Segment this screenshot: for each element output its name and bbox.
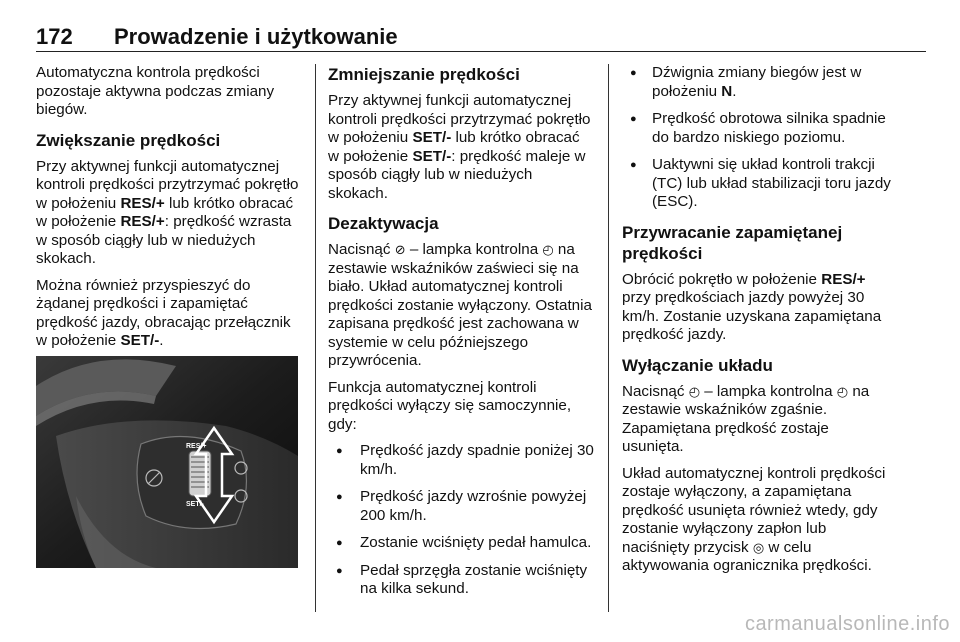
list-item: ● Uaktywni się układ kontroli trakcji (TC) lub układ stabilizacji toru jazdy (ESC). <box>622 156 892 212</box>
list-item: ● Zostanie wciśnięty pedał hamulca. <box>328 534 594 553</box>
paragraph: Przy aktywnej funkcji automatycznej kontroli prędkości przytrzymać pokrętło w położeniu SET/- lub krótko obracać w położenie SET/-: prędkość maleje w sposób ciągły lub w niedużych skokach. <box>328 92 591 202</box>
list-item: ● Dźwignia zmiany biegów jest w położeniu N. <box>622 64 892 101</box>
paragraph: Funkcja automatycznej kontroli prędkości wyłączy się samoczynnie, gdy: <box>328 378 572 433</box>
column-divider <box>315 64 316 612</box>
res-label: RES/+ <box>186 443 207 450</box>
column-3 <box>622 64 892 584</box>
list-item: ● Prędkość jazdy wzrośnie powyżej 200 km/h. <box>328 488 594 525</box>
paragraph: Nacisnąć ◴ – lampka kontrolna ◴ na zestawie wskaźników zgaśnie. Zapamiętana prędkość zostaje usunięta. <box>622 382 870 455</box>
cruise-control-icon: ◴ <box>542 242 554 257</box>
paragraph: Automatyczna kontrola prędkości pozostaje aktywna podczas zmiany biegów. <box>36 64 275 118</box>
column-2 <box>328 64 594 608</box>
cruise-cancel-icon: ⊘ <box>394 242 406 257</box>
list-item: ● Prędkość jazdy spadnie poniżej 30 km/h. <box>328 442 594 479</box>
page-number: 172 <box>36 24 73 49</box>
page-header <box>36 22 926 52</box>
paragraph: Nacisnąć ⊘ – lampka kontrolna ◴ na zestawie wskaźników zaświeci się na biało. Układ automatycznej kontroli prędkości zostanie wyłączony. Ostatnia zapisana prędkość jest zachowana w systemie w celu późniejszego przywrócenia. <box>328 241 592 369</box>
section-heading: Dezaktywacja <box>328 214 439 233</box>
cruise-control-icon: ◴ <box>688 383 701 399</box>
section-heading: Przywracanie zapamiętanej prędkości <box>622 222 843 263</box>
list-item: ● Pedał sprzęgła zostanie wciśnięty na kilka sekund. <box>328 562 594 599</box>
speed-limiter-icon: ◎ <box>752 539 765 555</box>
cruise-control-icon: ◴ <box>836 383 849 399</box>
page-title: Prowadzenie i użytkowanie <box>114 24 398 49</box>
column-1 <box>36 64 302 359</box>
paragraph: Układ automatycznej kontroli prędkości zostaje wyłączony, a zapamiętana prędkość usunięta również wtedy, gdy zostanie wyłączony zapłon lub naciśnięty przycisk ◎ w celu aktywowania ogranicznika prędkości. <box>622 464 886 574</box>
paragraph: Można również przyspieszyć do żądanej prędkości i zapamiętać prędkość jazdy, obracając przełącznik w położenie SET/-. <box>36 276 291 349</box>
column-divider <box>608 64 609 612</box>
section-heading: Wyłączanie układu <box>622 355 773 375</box>
watermark: carmanualsonline.info <box>744 613 950 635</box>
list-item: ● Prędkość obrotowa silnika spadnie do bardzo niskiego poziomu. <box>622 110 892 147</box>
steering-wheel-figure <box>36 356 298 568</box>
bullet-list <box>622 64 892 212</box>
paragraph: Obrócić pokrętło w położenie RES/+ przy prędkościach jazdy powyżej 30 km/h. Zostanie uzyskana zapamiętana prędkość jazdy. <box>622 270 882 343</box>
steering-wheel-illustration <box>36 356 298 568</box>
bullet-list <box>328 442 594 599</box>
paragraph: Przy aktywnej funkcji automatycznej kontroli prędkości przytrzymać pokrętło w położeniu RES/+ lub krótko obracać w położenie RES/+: prędkość wzrasta w sposób ciągły lub w niedużych skokach. <box>36 157 299 267</box>
section-heading: Zmniejszanie prędkości <box>328 65 520 84</box>
section-heading: Zwiększanie prędkości <box>36 130 221 150</box>
set-label: SET/- <box>186 501 204 508</box>
